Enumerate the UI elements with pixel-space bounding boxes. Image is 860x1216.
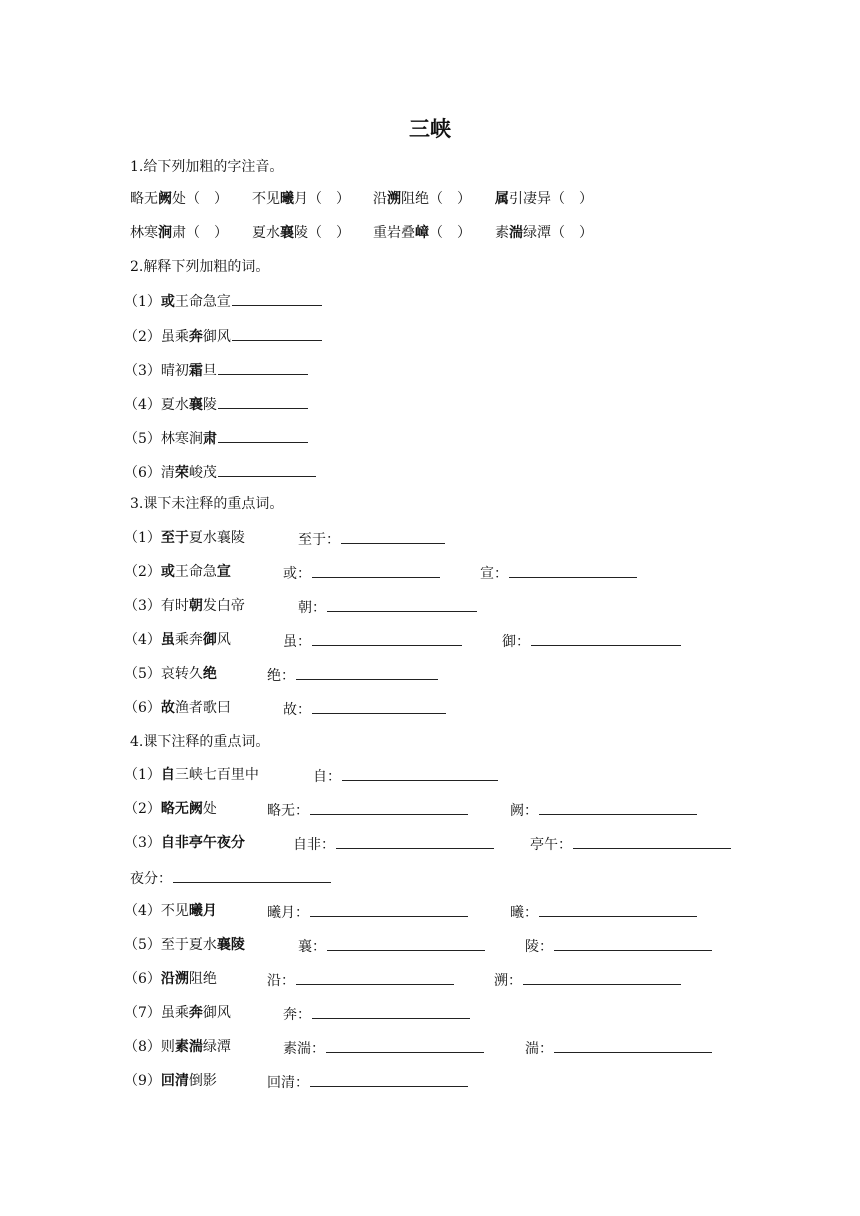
q2-item: （4）夏水襄陵 [130,392,308,414]
q4-heading: 4.课下注释的重点词。 [130,734,270,750]
answer-blank[interactable] [218,426,308,443]
q1-heading: 1.给下列加粗的字注音。 [130,159,284,175]
answer-blank[interactable] [232,289,322,306]
answer-blank[interactable] [554,1036,712,1053]
q1-item: 不见曦月（ ） [252,191,350,207]
q1-item: 属引凄异（ ） [495,191,593,207]
q2-item: （2）虽乘奔御风 [130,324,322,346]
answer-blank[interactable] [531,629,681,646]
worksheet-page: 三峡 1.给下列加粗的字注音。 略无阙处（ ） 不见曦月（ ） 沿溯阻绝（ ） 属引凄异（ ） 林寒涧肃（ ） 夏水襄陵（ ） 重岩叠嶂（ ） 素湍绿潭（ ） 2.解释下列加粗的词。 （1）或王命急宣 （2）虽乘奔御风 （3）晴初霜旦 （4）夏水襄陵 （5）林寒涧肃 （6）清荣峻茂 3.课下未注释的重点词。 （1）至于夏水襄陵 至于： （2）或王命急宣 或： 宣： （3）有时朝发白帝 朝： （4）虽乘奔御风 虽： 御： （5）哀转久绝 绝： （6）故渔者歌曰 故： 4.课下注释的重点词。 （1）自三峡七百里中 自： （2）略无阙处 略无： 阙： （3）自非亭午夜分 自非： 亭午： 夜分： （4）不见曦月 曦月： 曦： （5）至于夏水襄陵 襄： 陵： （6）沿溯阻绝 沿： 溯： （7）虽乘奔御风 奔： （8）则素湍绿潭 素湍： 湍： （9）回清倒影 回清： [0,0,860,1216]
q2-item: （5）林寒涧肃 [130,426,308,448]
answer-blank[interactable] [312,1002,470,1019]
q3-heading: 3.课下未注释的重点词。 [130,496,284,512]
answer-blank[interactable] [218,358,308,375]
q1-item: 夏水襄陵（ ） [252,225,350,241]
answer-blank[interactable] [232,324,322,341]
answer-blank[interactable] [341,527,445,544]
answer-blank[interactable] [573,832,731,849]
answer-blank[interactable] [327,595,477,612]
answer-blank[interactable] [509,561,637,578]
answer-blank[interactable] [336,832,494,849]
answer-blank[interactable] [312,561,440,578]
page-title: 三峡 [409,117,451,141]
answer-blank[interactable] [296,968,454,985]
answer-blank[interactable] [523,968,681,985]
q1-item: 素湍绿潭（ ） [495,225,593,241]
q1-item: 略无阙处（ ） [130,191,228,207]
answer-blank[interactable] [539,798,697,815]
answer-blank[interactable] [312,697,446,714]
answer-blank[interactable] [327,934,485,951]
answer-blank[interactable] [296,663,438,680]
answer-blank[interactable] [310,1070,468,1087]
answer-blank[interactable] [539,900,697,917]
q2-item: （1）或王命急宣 [130,289,322,311]
answer-blank[interactable] [218,460,316,477]
answer-blank[interactable] [310,900,468,917]
q1-item: 林寒涧肃（ ） [130,225,228,241]
answer-blank[interactable] [312,629,462,646]
answer-blank[interactable] [342,764,498,781]
q1-item: 重岩叠嶂（ ） [373,225,471,241]
q2-heading: 2.解释下列加粗的词。 [130,259,270,275]
answer-blank[interactable] [326,1036,484,1053]
q2-item: （6）清荣峻茂 [130,460,316,482]
answer-blank[interactable] [173,866,331,883]
q2-item: （3）晴初霜旦 [130,358,308,380]
q1-item: 沿溯阻绝（ ） [373,191,471,207]
answer-blank[interactable] [310,798,468,815]
answer-blank[interactable] [218,392,308,409]
answer-blank[interactable] [554,934,712,951]
